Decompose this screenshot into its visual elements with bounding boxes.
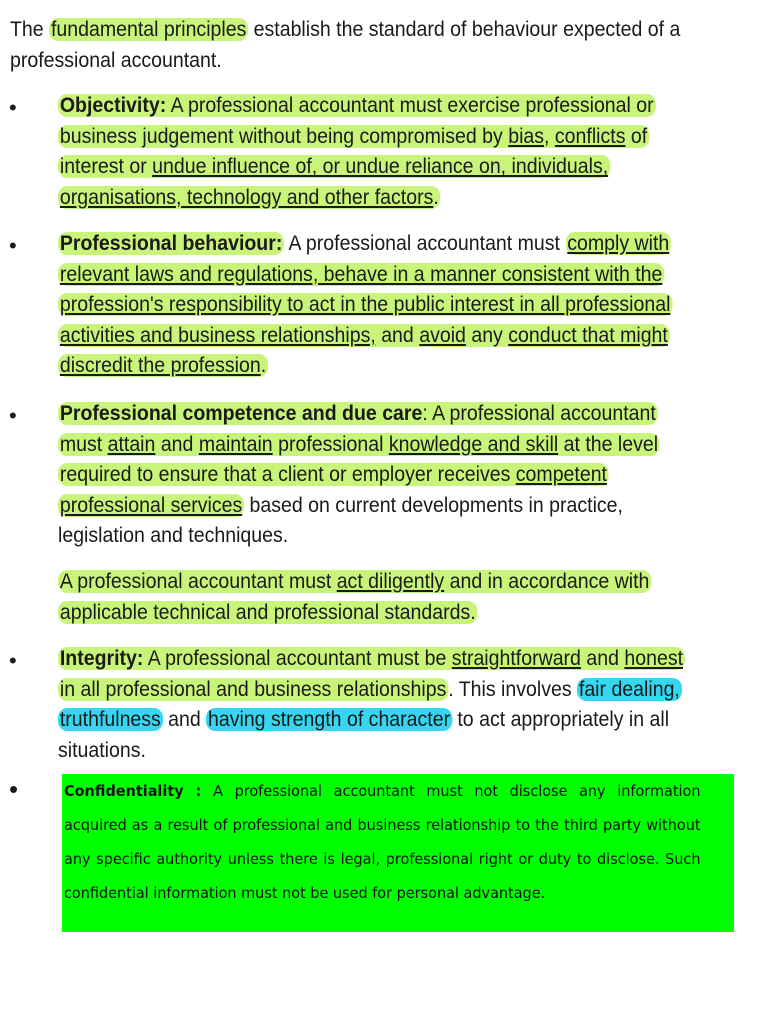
bullet-icon: •: [9, 774, 19, 804]
competence-diligence-paragraph: A professional accountant must act diligently and in accordance with applicable technical and professional standards.: [59, 570, 650, 624]
intro-post: establish the standard of behaviour expected of a professional accountant.: [10, 18, 681, 72]
bullet-icon: •: [9, 95, 17, 120]
principle-professional-competence: Professional competence and due care: A professional accountant must attain and maintain professional knowledge and skill at the level required to ensure that a client or employer receives competent professional services based on current developments in practice, legislation and techniques.: [58, 402, 659, 548]
behaviour-title: Professional behaviour:: [59, 232, 283, 255]
highlight-truthfulness: truthfulness: [59, 708, 161, 732]
bullet-icon: •: [9, 403, 17, 428]
confidentiality-title: Confidentiality :: [64, 782, 202, 800]
objectivity-title: Objectivity:: [59, 94, 167, 117]
intro-pre: The: [10, 18, 50, 41]
highlight-strength-of-character: having strength of character: [207, 708, 451, 732]
integrity-title: Integrity:: [59, 647, 144, 670]
bullet-icon: •: [9, 233, 17, 258]
intro-paragraph: [10, 14, 698, 76]
competence-title: Professional competence and due care: [59, 402, 423, 425]
principle-professional-behaviour: Professional behaviour: A professional accountant must comply with relevant laws and regulations, behave in a manner consistent with the profession's responsibility to act in the public interest in all professional activities and business relationships, and avoid any conduct that might discredit the profession.: [59, 232, 671, 378]
principle-confidentiality: Confidentiality : A professional accountant must not disclose any information acquired as a result of professional and business relationship to the third party without any specific authority unless there is legal, professional right or duty to disclose. Such confidential information must not be used for personal advantage.: [64, 782, 701, 902]
principle-integrity: Integrity: A professional accountant must be straightforward and honest in all professional and business relationships. This involves fair dealing, truthfulness and having strength of character to act appropriately in all situations.: [58, 647, 684, 762]
highlight-fair-dealing: fair dealing,: [578, 677, 680, 701]
bullet-icon: •: [9, 648, 17, 673]
principle-objectivity: Objectivity: A professional accountant must exercise professional or business judgement without being compromised by bias, conflicts of interest or undue influence of, or undue reliance on, individuals, organisations, technology and other factors.: [59, 94, 654, 209]
intro-highlight: fundamental principles: [50, 18, 247, 41]
